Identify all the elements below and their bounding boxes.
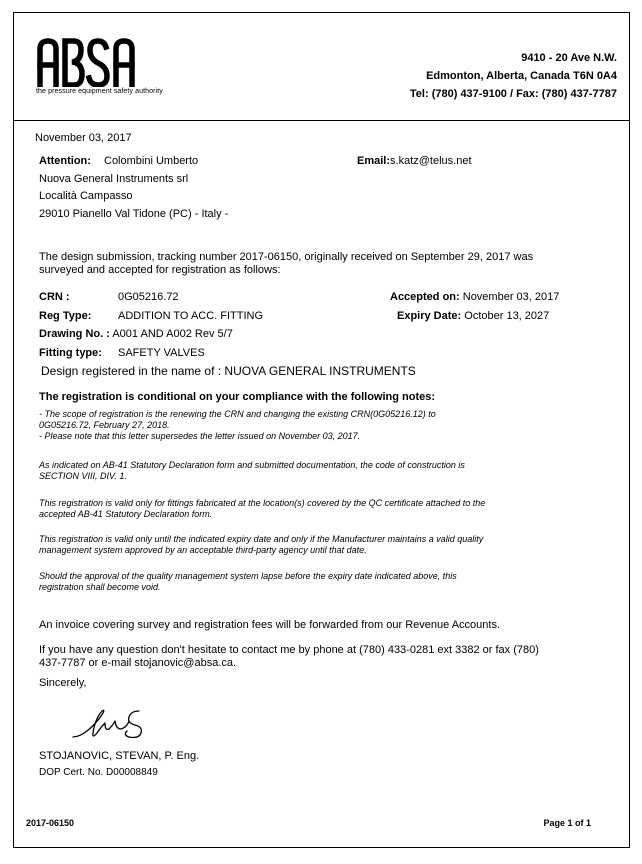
footer-page-number: Page 1 of 1: [543, 818, 591, 828]
attention-name: Colombini Umberto: [104, 155, 199, 167]
letter-date: November 03, 2017: [35, 132, 132, 144]
contact-paragraph: If you have any question don't hesitate to contact me by phone at (780) 433-0281 ext 3382 or fax (780) 437-7787 or e-mail stojanovic@absa.ca.: [39, 644, 539, 669]
conditional-heading: The registration is conditional on your compliance with the following notes:: [39, 391, 436, 403]
address-street: 9410 - 20 Ave N.W.: [521, 52, 617, 64]
drawing-line: [39, 327, 233, 342]
registered-in-name: Design registered in the name of : NUOVA GENERAL INSTRUMENTS: [41, 364, 416, 378]
absa-logo-mark: [36, 35, 136, 87]
expiry-line: [397, 309, 549, 324]
recipient-company: Nuova General Instruments srl: [39, 173, 189, 185]
note-1: - The scope of registration is the renewing the CRN and changing the existing CRN(0G05216.12) to 0G05216.72, February 27, 2018. - Please note that this letter supersedes the letter issued on November 03, 2017.: [39, 409, 436, 441]
address-phone: Tel: (780) 437-9100 / Fax: (780) 437-7787: [409, 88, 617, 100]
crn-value: 0G05216.72: [118, 291, 179, 303]
closing: Sincerely,: [39, 677, 87, 689]
footer-tracking: 2017-06150: [26, 818, 75, 828]
drawing-label: Drawing No. :: [39, 328, 110, 340]
expiry-value: October 13, 2027: [464, 310, 550, 322]
drawing-value: A001 AND A002 Rev 5/7: [112, 328, 233, 340]
address-block: [410, 49, 617, 103]
attention-line: [39, 154, 198, 169]
email-line: [357, 154, 472, 169]
signer-cert: DOP Cert. No. D00008849: [39, 767, 158, 778]
note-4: This registration is valid only for fittings fabricated at the location(s) covered by the QC certificate attached to the accepted AB-41 Statutory Declaration form.: [39, 498, 486, 519]
address-city: Edmonton, Alberta, Canada T6N 0A4: [426, 70, 617, 82]
accepted-line: [390, 290, 559, 305]
recipient-street: Località Campasso: [39, 190, 133, 202]
reg-type-label: Reg Type:: [39, 310, 92, 322]
invoice-paragraph: An invoice covering survey and registration fees will be forwarded from our Revenue Accounts.: [39, 619, 501, 631]
accepted-value: November 03, 2017: [462, 291, 560, 303]
crn-label: CRN :: [39, 291, 70, 303]
note-3: As indicated on AB-41 Statutory Declaration form and submitted documentation, the code of construction is SECTION VIII, DIV. 1.: [39, 460, 465, 481]
intro-paragraph: The design submission, tracking number 2017-06150, originally received on September 29, 2017 was surveyed and accepted for registration as follows:: [39, 251, 534, 276]
email-label: Email:: [357, 155, 391, 167]
note-5: This registration is valid only until the indicated expiry date and only if the Manufacturer maintains a valid quality management system approved by an acceptable third-party agency until that date.: [39, 534, 484, 555]
expiry-label: Expiry Date:: [397, 310, 462, 322]
fitting-type-label: Fitting type:: [39, 347, 102, 359]
accepted-label: Accepted on:: [390, 291, 460, 303]
letter-page: [13, 12, 630, 848]
logo-tagline: the pressure equipment safety authority: [36, 88, 163, 95]
signature-image: [69, 703, 179, 743]
email-value: s.katz@telus.net: [390, 155, 472, 167]
attention-label: Attention:: [39, 155, 91, 167]
signer-name: STOJANOVIC, STEVAN, P. Eng.: [39, 750, 200, 762]
absa-logo: [36, 35, 176, 95]
note-6: Should the approval of the quality management system lapse before the expiry date indicated above, this registration shall become void.: [39, 571, 457, 592]
note-2: - Please note that this letter supersedes the letter issued on November 03, 2017.: [39, 431, 361, 441]
fitting-type-value: SAFETY VALVES: [118, 347, 205, 359]
header-divider: [14, 120, 629, 121]
reg-type-value: ADDITION TO ACC. FITTING: [118, 310, 264, 322]
recipient-city: 29010 Pianello Val Tidone (PC) - Italy -: [39, 208, 229, 220]
